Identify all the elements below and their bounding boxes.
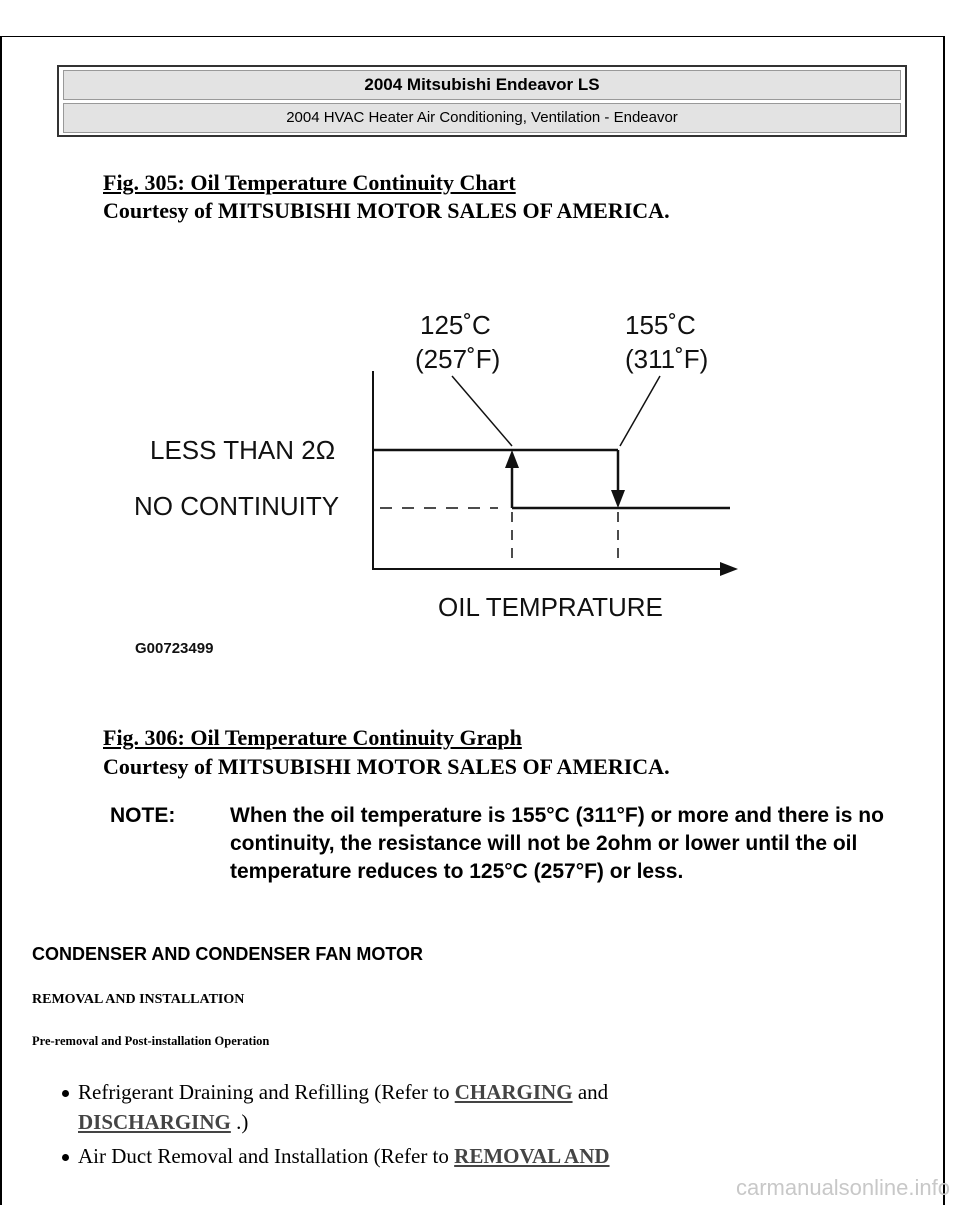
temp-high-c-label: 155˚C xyxy=(625,310,696,340)
list-item xyxy=(60,1141,820,1171)
watermark: carmanualsonline.info xyxy=(735,1175,950,1200)
bullet-icon xyxy=(62,1154,69,1161)
graphic-code: G00723499 xyxy=(135,640,214,657)
continuity-graph xyxy=(120,296,760,661)
fig-306-title[interactable]: Fig. 306: Oil Temperature Continuity Graph xyxy=(103,725,522,750)
subsection-title: REMOVAL AND INSTALLATION xyxy=(32,992,245,1007)
no-continuity-label: NO CONTINUITY xyxy=(134,491,340,521)
document-header xyxy=(57,65,907,137)
list-item xyxy=(60,1077,820,1137)
x-axis-arrow xyxy=(720,562,738,576)
x-axis-label: OIL TEMPRATURE xyxy=(438,592,663,622)
temp-low-c-label: 125˚C xyxy=(420,310,491,340)
note-block xyxy=(110,802,900,886)
bullet-1-mid: and xyxy=(572,1080,609,1104)
low-temp-leader xyxy=(452,376,512,446)
rise-arrow-head xyxy=(505,450,519,468)
fig-305-title[interactable]: Fig. 305: Oil Temperature Continuity Chart xyxy=(103,170,516,195)
operation-list xyxy=(60,1077,820,1175)
charging-link[interactable]: CHARGING xyxy=(454,1080,573,1104)
subsubsection-title: Pre-removal and Post-installation Operation xyxy=(32,1034,270,1048)
note-text: When the oil temperature is 155°C (311°F) or more and there is no continuity, the resistance will not be 2ohm or lower until the oil temperature reduces to 125°C (257°F) or less. xyxy=(230,804,884,883)
header-subtitle: 2004 HVAC Heater Air Conditioning, Ventilation - Endeavor xyxy=(63,103,901,133)
header-title: 2004 Mitsubishi Endeavor LS xyxy=(63,70,901,100)
high-temp-leader xyxy=(620,376,660,446)
bullet-1-suffix: .) xyxy=(230,1110,249,1134)
temp-low-f-label: (257˚F) xyxy=(415,344,501,374)
fig-305-courtesy: Courtesy of MITSUBISHI MOTOR SALES OF AMERICA. xyxy=(103,198,670,223)
note-label: NOTE: xyxy=(110,804,176,827)
drop-arrow-head xyxy=(611,490,625,508)
fig-306-courtesy: Courtesy of MITSUBISHI MOTOR SALES OF AMERICA. xyxy=(103,754,670,779)
section-title: CONDENSER AND CONDENSER FAN MOTOR xyxy=(32,944,424,964)
bullet-icon xyxy=(62,1090,69,1097)
temp-high-f-label: (311˚F) xyxy=(625,344,709,374)
bullet-1-prefix: Refrigerant Draining and Refilling (Refer to xyxy=(78,1080,455,1104)
removal-and-link[interactable]: REMOVAL AND xyxy=(454,1144,610,1168)
bullet-2-prefix: Air Duct Removal and Installation (Refer to xyxy=(78,1144,455,1168)
discharging-link[interactable]: DISCHARGING xyxy=(78,1110,231,1134)
less-than-label: LESS THAN 2Ω xyxy=(150,435,336,465)
